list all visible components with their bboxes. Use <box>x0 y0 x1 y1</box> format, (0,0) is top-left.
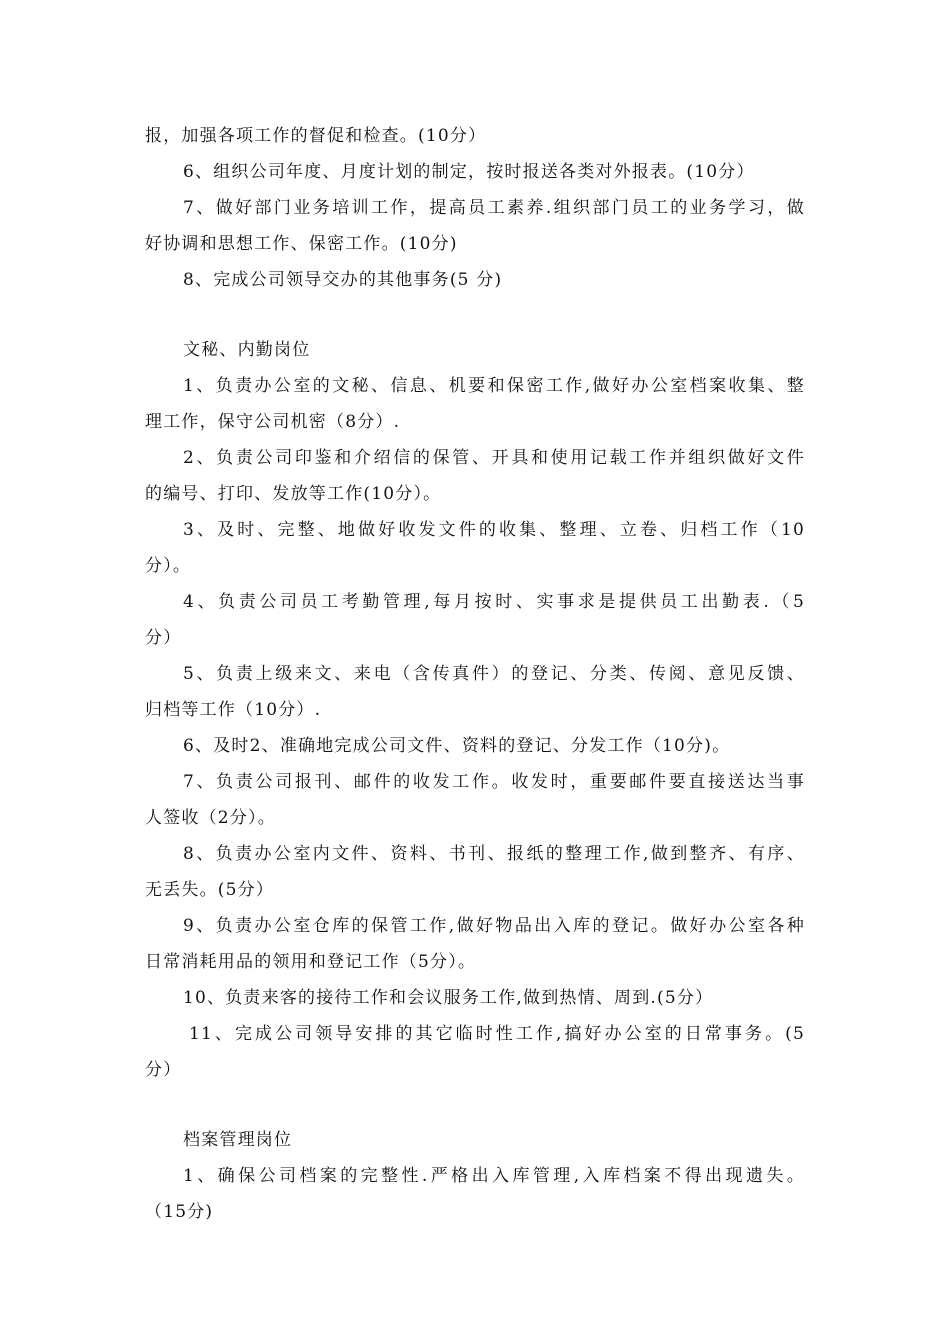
paragraph-line: 报，加强各项工作的督促和检查。(10分） <box>145 126 487 146</box>
paragraph-line: 4、负责公司员工考勤管理,每月按时、实事求是提供员工出勤表.（5 <box>183 592 805 612</box>
paragraph-line: 8、完成公司领导交办的其他事务(5 分) <box>183 270 503 290</box>
section-heading-secretary: 文秘、内勤岗位 <box>183 340 311 360</box>
paragraph-line: 无丢失。(5分） <box>145 880 275 900</box>
paragraph-line: 人签收（2分）。 <box>145 808 276 828</box>
paragraph-line: 9、负责办公室仓库的保管工作,做好物品出入库的登记。做好办公室各种 <box>183 916 805 936</box>
paragraph-line: 7、做好部门业务培训工作，提高员工素养.组织部门员工的业务学习，做 <box>183 198 805 218</box>
paragraph-line: 2、负责公司印鉴和介绍信的保管、开具和使用记载工作并组织做好文件 <box>183 448 805 468</box>
paragraph-line: 10、负责来客的接待工作和会议服务工作,做到热情、周到.(5分） <box>183 988 714 1008</box>
paragraph-line: 6、及时2、准确地完成公司文件、资料的登记、分发工作（10分)。 <box>183 736 731 756</box>
paragraph-line: 6、组织公司年度、月度计划的制定，按时报送各类对外报表。(10分） <box>183 162 755 182</box>
paragraph-line: 7、负责公司报刊、邮件的收发工作。收发时，重要邮件要直接送达当事 <box>183 772 805 792</box>
paragraph-line: （15分) <box>145 1202 214 1222</box>
paragraph-line: 分） <box>145 628 182 648</box>
paragraph-line: 3、及时、完整、地做好收发文件的收集、整理、立卷、归档工作（10 <box>183 520 805 540</box>
section-heading-archive: 档案管理岗位 <box>183 1130 293 1150</box>
paragraph-line: 8、负责办公室内文件、资料、书刊、报纸的整理工作,做到整齐、有序、 <box>183 844 805 864</box>
section-gap <box>145 298 805 332</box>
paragraph-line: 5、负责上级来文、来电（含传真件）的登记、分类、传阅、意见反馈、 <box>183 664 805 684</box>
paragraph-line: 理工作，保守公司机密（8分）. <box>145 412 401 432</box>
paragraph-line: 日常消耗用品的领用和登记工作（5分）。 <box>145 952 477 972</box>
document-body <box>145 118 805 1230</box>
paragraph-line: 好协调和思想工作、保密工作。(10分) <box>145 234 458 254</box>
paragraph-line: 11、完成公司领导安排的其它临时性工作,搞好办公室的日常事务。(5 <box>189 1024 805 1044</box>
section-gap <box>145 1088 805 1122</box>
paragraph-line: 的编号、打印、发放等工作(10分）。 <box>145 484 442 504</box>
paragraph-line: 1、确保公司档案的完整性.严格出入库管理,入库档案不得出现遗失。 <box>183 1166 805 1186</box>
paragraph-line: 分） <box>145 1060 182 1080</box>
paragraph-line: 1、负责办公室的文秘、信息、机要和保密工作,做好办公室档案收集、整 <box>183 376 805 396</box>
paragraph-line: 归档等工作（10分）. <box>145 700 322 720</box>
paragraph-line: 分）。 <box>145 556 192 576</box>
